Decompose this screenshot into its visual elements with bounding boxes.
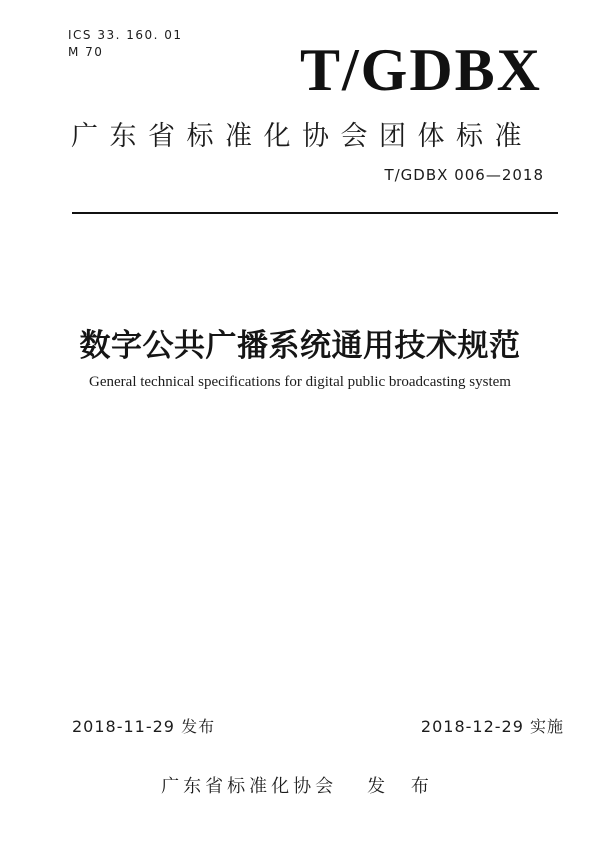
standard-title-en: General technical specifications for digital public broadcasting system — [89, 374, 511, 390]
publisher-name: 广东省标准化协会 — [161, 776, 338, 797]
implementation-date: 2018-12-29 实施 — [420, 717, 564, 736]
ics-code: ICS 33. 160. 01 — [68, 28, 183, 42]
standard-number: T/GDBX 006—2018 — [384, 166, 544, 184]
publish-action-label: 发 布 — [367, 776, 439, 797]
publisher-row — [0, 772, 600, 798]
issue-date: 2018-11-29 发布 — [72, 717, 216, 736]
org-standard-heading: 广东省标准化协会团体标准 — [71, 121, 533, 152]
doc-class-code: M 70 — [68, 45, 104, 59]
ics-block — [68, 27, 183, 61]
dates-row — [72, 714, 564, 737]
standard-body-logo: T/GDBX — [299, 37, 542, 103]
standard-title-zh: 数字公共广播系统通用技术规范 — [79, 328, 521, 364]
header-divider-rule — [72, 212, 558, 214]
